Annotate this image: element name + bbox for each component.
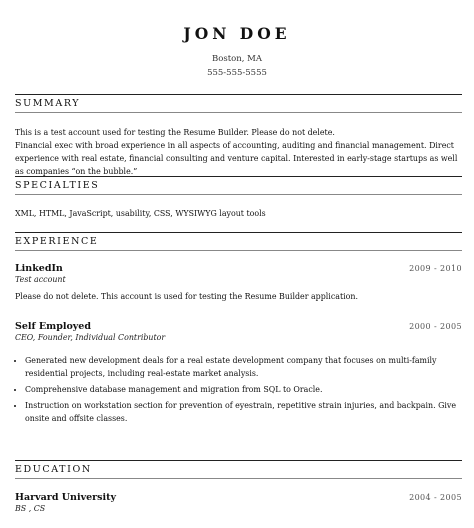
- job-bullet: • Comprehensive database management and migration from SQL to Oracle.: [25, 383, 472, 396]
- job-bullet: • Instruction on workstation section for prevention of eyestrain, repetitive strain injuries, and backpain. Give onsite and offsite classes.: [25, 399, 472, 425]
- job-role: Test account: [15, 275, 66, 284]
- school-dates: 2004 - 2005: [409, 493, 462, 502]
- section-heading: SUMMARY: [15, 98, 81, 109]
- job-bullet-list: [15, 354, 472, 428]
- job-dates: 2009 - 2010: [409, 264, 462, 273]
- specialties-text: XML, HTML, JavaScript, usability, CSS, WYSIWYG layout tools: [15, 209, 266, 218]
- school-name: Harvard University: [15, 492, 117, 503]
- job-description: Please do not delete. This account is used for testing the Resume Builder application.: [15, 292, 358, 301]
- contact-phone: 555-555-5555: [207, 68, 267, 78]
- job-role: CEO, Founder, Individual Contributor: [15, 333, 166, 342]
- section-education-header: [15, 460, 462, 479]
- job-company: LinkedIn: [15, 263, 63, 274]
- job-bullet: • Generated new development deals for a real estate development company that focuses on multi-family residential projects, including real-estate market analysis.: [25, 354, 472, 380]
- summary-line-1: This is a test account used for testing the Resume Builder. Please do not delete.: [15, 128, 335, 137]
- section-summary-header: [15, 94, 462, 113]
- summary-text: [15, 126, 462, 178]
- school-degree: BS , CS: [15, 504, 46, 513]
- summary-line-2: Financial exec with broad experience in all aspects of accounting, auditing and financial management. Direct experience with real estate, financial consulting and venture capital. Interested in early-stage startups as well as companies “on the bubble.”: [15, 141, 458, 176]
- resume-name: JON DOE: [183, 24, 291, 43]
- section-heading: EDUCATION: [15, 464, 92, 475]
- section-heading: EXPERIENCE: [15, 236, 99, 247]
- section-experience-header: [15, 232, 462, 251]
- contact-location: Boston, MA: [212, 54, 262, 64]
- job-company: Self Employed: [15, 321, 91, 332]
- job-dates: 2000 - 2005: [409, 322, 462, 331]
- section-specialties-header: [15, 176, 462, 195]
- section-heading: SPECIALTIES: [15, 180, 100, 191]
